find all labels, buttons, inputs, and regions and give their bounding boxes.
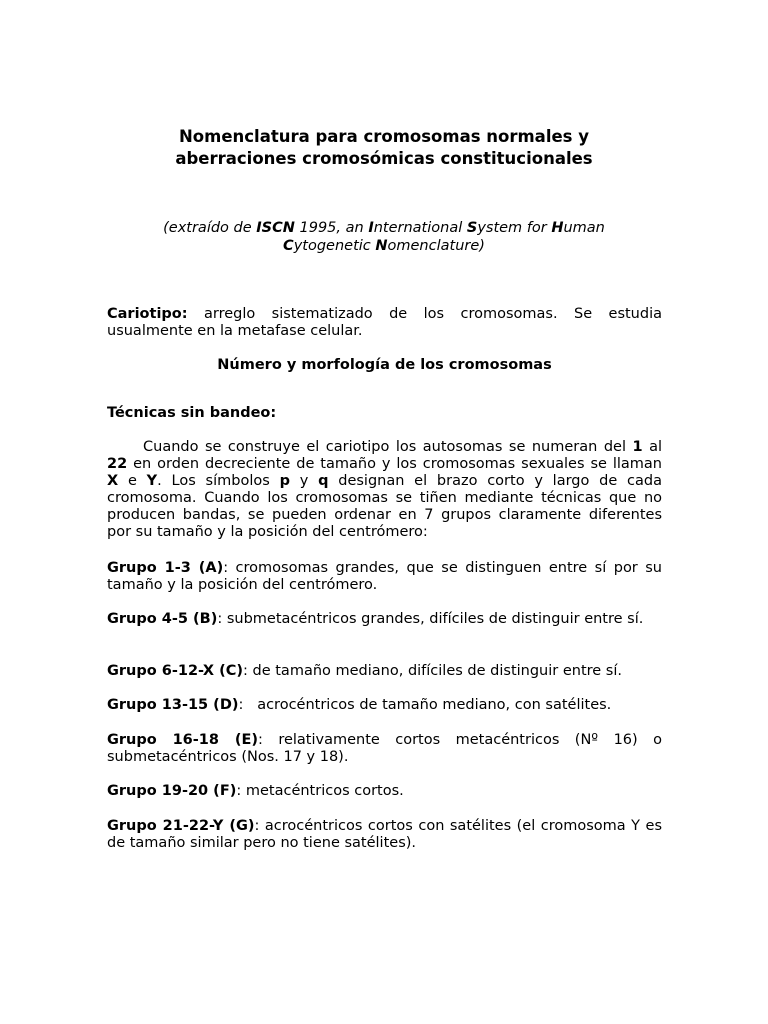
- group-label: Grupo 13-15 (D): [107, 697, 239, 713]
- group-item: [107, 818, 662, 852]
- subtitle-text: uman: [563, 220, 605, 236]
- cariotipo-label: Cariotipo:: [107, 306, 188, 322]
- document-subtitle: [110, 219, 658, 255]
- subtitle-initial: C: [283, 238, 294, 254]
- group-label: Grupo 6-12-X (C): [107, 663, 244, 679]
- cariotipo-text: arreglo sistematizado de los cromosomas. Se estudia usualmente en la metafase celular.: [107, 306, 662, 339]
- bold-symbol: q: [318, 473, 329, 489]
- tecnicas-heading: Técnicas sin bandeo:: [107, 405, 277, 421]
- group-item: [107, 697, 662, 714]
- subtitle-text: nternational: [373, 220, 467, 236]
- group-label: Grupo 16-18 (E): [107, 732, 258, 748]
- group-description: : relativamente cortos metacéntricos (Nº 16) o submetacéntricos (Nos. 17 y 18).: [107, 732, 662, 765]
- subtitle-text: (extraído de: [163, 220, 257, 236]
- subtitle-text: ystem for: [477, 220, 552, 236]
- bold-symbol: p: [279, 473, 290, 489]
- group-description: : acrocéntricos cortos con satélites (el cromosoma Y es de tamaño similar pero no tiene satélites).: [107, 818, 662, 851]
- subtitle-iscn: ISCN: [256, 220, 295, 236]
- intro-text: Cuando se construye el cariotipo los autosomas se numeran del: [143, 439, 633, 455]
- intro-text: en orden decreciente de tamaño y los cromosomas sexuales se llaman: [127, 456, 662, 472]
- group-label: Grupo 19-20 (F): [107, 783, 237, 799]
- group-item: [107, 663, 662, 680]
- intro-text: y: [289, 473, 319, 489]
- group-item: [107, 560, 662, 594]
- bold-number: 22: [107, 456, 128, 472]
- intro-text: . Los símbolos: [157, 473, 280, 489]
- cariotipo-paragraph: [107, 306, 662, 340]
- group-description: : cromosomas grandes, que se distinguen entre sí por su tamaño y la posición del centrómero.: [107, 560, 662, 593]
- subtitle-initial: N: [375, 238, 388, 254]
- subtitle-initial: I: [368, 220, 374, 236]
- group-item: [107, 611, 662, 628]
- bold-symbol: Y: [146, 473, 158, 489]
- group-label: Grupo 1-3 (A): [107, 560, 224, 576]
- group-description: : metacéntricos cortos.: [236, 783, 404, 799]
- group-label: Grupo 4-5 (B): [107, 611, 218, 627]
- bold-symbol: X: [107, 473, 119, 489]
- group-item: [107, 732, 662, 766]
- group-label: Grupo 21-22-Y (G): [107, 818, 255, 834]
- subtitle-initial: S: [466, 220, 478, 236]
- subtitle-text: 1995, an: [294, 220, 369, 236]
- subtitle-text: omenclature): [387, 238, 485, 254]
- group-description: : acrocéntricos de tamaño mediano, con satélites.: [238, 697, 612, 713]
- intro-text: al: [642, 439, 662, 455]
- subtitle-text: ytogenetic: [293, 238, 376, 254]
- bold-number: 1: [632, 439, 643, 455]
- title-line-1: Nomenclatura para cromosomas normales y: [178, 127, 589, 146]
- section-heading: Número y morfología de los cromosomas: [217, 357, 552, 373]
- group-description: : submetacéntricos grandes, difíciles de distinguir entre sí.: [217, 611, 644, 627]
- title-line-2: aberraciones cromosómicas constitucionales: [175, 149, 593, 168]
- intro-text: e: [118, 473, 147, 489]
- intro-text: designan el brazo corto y largo de cada cromosoma. Cuando los cromosomas se tiñen mediante técnicas que no producen bandas, se pueden ordenar en 7 grupos claramente diferentes por su tamaño y la posición del centrómero:: [107, 473, 662, 540]
- group-item: [107, 783, 662, 800]
- subtitle-initial: H: [551, 220, 564, 236]
- intro-paragraph: [107, 439, 662, 541]
- group-description: : de tamaño mediano, difíciles de distinguir entre sí.: [243, 663, 622, 679]
- document-title: [100, 126, 668, 170]
